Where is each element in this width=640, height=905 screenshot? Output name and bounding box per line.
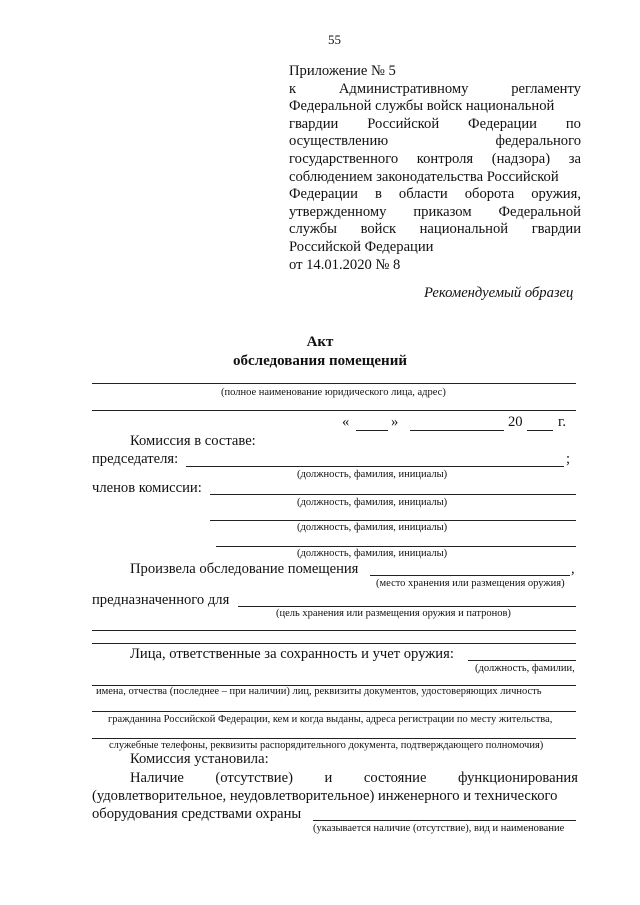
security-equipment-caption: (указывается наличие (отсутствие), вид и наименование	[313, 823, 565, 834]
responsible-field-4[interactable]	[92, 738, 576, 739]
inspection-place-caption: (место хранения или размещения оружия)	[376, 578, 565, 589]
finding-line-1: Наличие (отсутствие) и состояние функционирования	[130, 770, 578, 786]
date-month-field[interactable]	[410, 430, 504, 431]
member-field-3[interactable]	[216, 546, 576, 547]
member-field-2[interactable]	[210, 520, 576, 521]
date-day-field[interactable]	[356, 430, 388, 431]
finding-line-2: (удовлетворительное, неудовлетворительное) инженерного и технического	[92, 788, 558, 804]
security-equipment-field[interactable]	[313, 820, 576, 821]
appendix-title: Приложение № 5	[289, 63, 396, 79]
responsible-caption-4: служебные телефоны, реквизиты распорядительного документа, подтверждающего полномочия)	[109, 740, 544, 751]
sample-label: Рекомендуемый образец	[424, 285, 574, 301]
org-name-line[interactable]	[92, 383, 576, 384]
chairman-field[interactable]	[186, 466, 564, 467]
appendix-line: службы войск национальной гвардии	[289, 221, 581, 238]
inspection-place-field[interactable]	[370, 575, 570, 576]
page-number: 55	[328, 32, 341, 47]
chairman-label: председателя:	[92, 451, 179, 467]
inspection-end: ,	[571, 561, 575, 577]
date-year-prefix: 20	[508, 414, 523, 430]
finding-line-3: оборудования средствами охраны	[92, 806, 302, 822]
chairman-caption: (должность, фамилия, инициалы)	[297, 469, 448, 480]
responsible-field-3[interactable]	[92, 711, 576, 712]
members-label: членов комиссии:	[92, 480, 202, 496]
responsible-label: Лица, ответственные за сохранность и учет оружия:	[130, 646, 454, 662]
appendix-line: осуществлению федерального	[289, 133, 581, 150]
member-caption-3: (должность, фамилия, инициалы)	[297, 548, 448, 559]
member-caption-1: (должность, фамилия, инициалы)	[297, 497, 448, 508]
appendix-line: утвержденному приказом Федеральной	[289, 203, 581, 220]
appendix-line: Российской Федерации	[289, 238, 434, 255]
member-field-1[interactable]	[210, 494, 576, 495]
chairman-end: ;	[566, 451, 571, 467]
responsible-caption-1: (должность, фамилии,	[475, 663, 575, 674]
purpose-field-3[interactable]	[92, 643, 576, 644]
inspection-label: Произвела обследование помещения	[130, 561, 359, 577]
purpose-caption: (цель хранения или размещения оружия и патронов)	[276, 608, 511, 619]
purpose-field[interactable]	[238, 606, 576, 607]
commission-label: Комиссия в составе:	[130, 433, 256, 449]
date-year-field[interactable]	[527, 430, 553, 431]
appendix-line: соблюдением законодательства Российской	[289, 168, 559, 185]
appendix-line: гвардии Российской Федерации по	[289, 115, 581, 132]
appendix-line: Федерации в области оборота оружия,	[289, 186, 581, 203]
appendix-line: Федеральной службы войск национальной	[289, 98, 555, 115]
org-name-caption: (полное наименование юридического лица, адрес)	[221, 387, 446, 398]
appendix-line: государственного контроля (надзора) за	[289, 150, 581, 167]
org-address-line[interactable]	[92, 410, 576, 411]
appendix-block	[289, 63, 581, 274]
responsible-caption-2: имена, отчества (последнее – при наличии) лиц, реквизиты документов, удостоверяющих личность	[96, 686, 542, 697]
responsible-field[interactable]	[468, 660, 576, 661]
appendix-line: от 14.01.2020 № 8	[289, 256, 401, 273]
appendix-line: к Административному регламенту	[289, 80, 581, 97]
date-open-quote: «	[342, 414, 350, 430]
document-subtitle: обследования помещений	[233, 353, 407, 369]
responsible-caption-3: гражданина Российской Федерации, кем и когда выданы, адреса регистрации по месту жительства,	[108, 714, 553, 725]
member-caption-2: (должность, фамилия, инициалы)	[297, 522, 448, 533]
purpose-label: предназначенного для	[92, 592, 230, 608]
established-label: Комиссия установила:	[130, 751, 269, 767]
date-year-suffix: г.	[558, 414, 566, 430]
document-title: Акт	[306, 334, 334, 350]
purpose-field-2[interactable]	[92, 630, 576, 631]
date-close-quote: »	[391, 414, 399, 430]
